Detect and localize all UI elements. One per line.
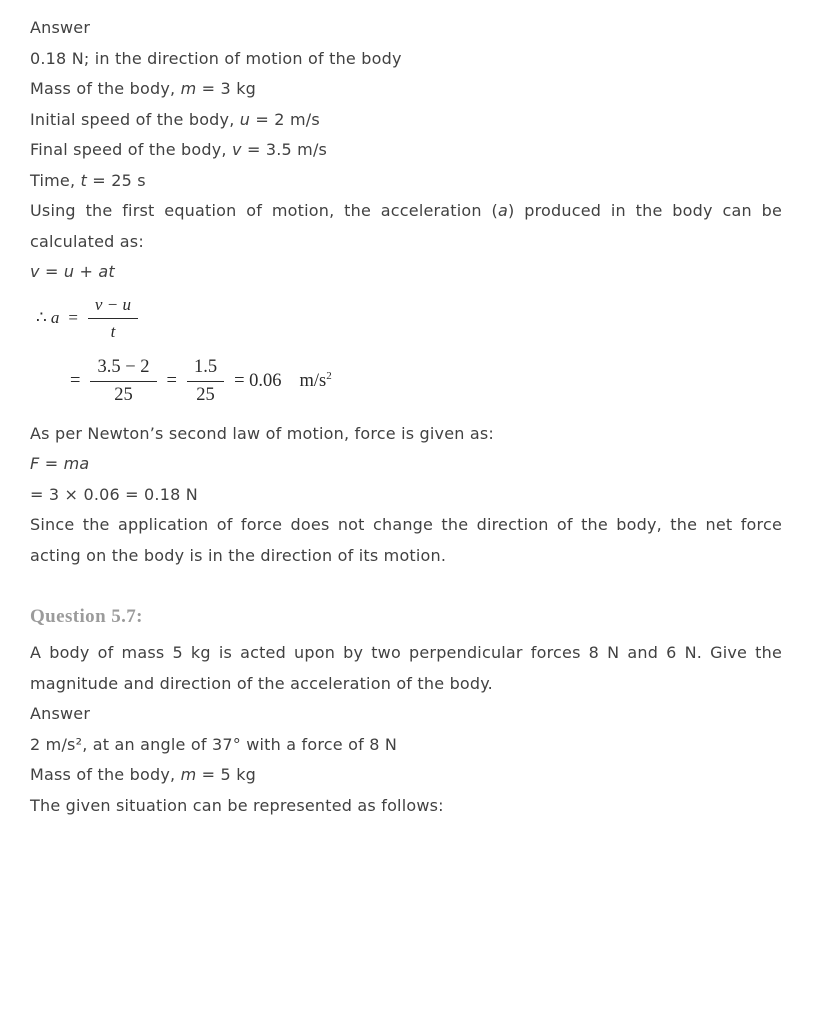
value-fraction-1-denominator: 25	[114, 384, 133, 405]
value-fraction-2	[187, 357, 224, 406]
answer-result-2: 2 m/s², at an angle of 37° with a force of 8 N	[30, 734, 398, 754]
value-fraction-2-denominator: 25	[196, 384, 215, 405]
final-speed-line	[30, 135, 782, 166]
mass-2-text: Mass of the body,	[30, 765, 181, 784]
force-calculation-line: = 3 × 0.06 = 0.18 N	[30, 484, 198, 504]
mass-line	[30, 74, 782, 105]
mass-variable: m	[180, 79, 197, 98]
acceleration-paragraph	[30, 196, 782, 257]
time-value: = 25 s	[87, 170, 146, 190]
formula-equals: =	[68, 308, 78, 327]
unit-base: m/s	[299, 371, 327, 392]
final-speed-variable: v	[231, 140, 242, 159]
fraction-numerator: v − u	[88, 295, 138, 319]
first-equation-line: v = u + at	[30, 262, 115, 281]
acceleration-para-text: Using the first equation of motion, the acceleration (	[30, 201, 498, 220]
conclusion-paragraph: Since the application of force does not change the direction of the body, the net force acting on the body is in the direction of its motion.	[30, 515, 782, 565]
question-text: A body of mass 5 kg is acted upon by two perpendicular forces 8 N and 6 N. Give the magnitude and direction of the acceleration of the body.	[30, 643, 782, 693]
acceleration-variable: a	[498, 201, 509, 220]
acceleration-fraction	[88, 295, 138, 342]
situation-line: The given situation can be represented as follows:	[30, 795, 444, 815]
formula-lhs: a	[50, 308, 60, 327]
unit-exponent: 2	[326, 369, 332, 382]
value-equals-1: =	[70, 370, 81, 391]
question-heading: Question 5.7:	[30, 606, 143, 627]
time-line	[30, 166, 782, 197]
acceleration-para-rest: ) produced in the body can be calculated as:	[30, 201, 782, 251]
value-unit	[300, 370, 332, 392]
time-variable: t	[80, 170, 88, 190]
therefore-symbol: ∴	[36, 308, 47, 327]
fraction-denominator: t	[110, 321, 116, 341]
value-equals-2: =	[166, 370, 177, 391]
value-formula	[66, 357, 782, 406]
acceleration-formula	[36, 295, 782, 342]
answer-label: Answer	[30, 18, 91, 37]
initial-speed-variable: u	[239, 109, 251, 129]
final-speed-text: Final speed of the body,	[30, 140, 232, 159]
final-speed-value: = 3.5 m/s	[241, 140, 328, 159]
value-fraction-1	[90, 357, 156, 406]
mass-text: Mass of the body,	[30, 79, 181, 98]
newton-paragraph: As per Newton’s second law of motion, force is given as:	[30, 423, 495, 443]
value-fraction-2-numerator: 1.5	[187, 357, 224, 382]
initial-speed-text: Initial speed of the body,	[30, 109, 240, 129]
value-fraction-1-numerator: 3.5 − 2	[90, 357, 156, 382]
force-equation-line: F = ma	[30, 454, 90, 473]
initial-speed-line	[30, 105, 782, 136]
mass-value: = 3 kg	[196, 79, 257, 98]
answer-label-2: Answer	[30, 704, 91, 723]
initial-speed-value: = 2 m/s	[250, 109, 320, 129]
answer-result: 0.18 N; in the direction of motion of the body	[30, 48, 402, 68]
value-result: = 0.06	[234, 370, 282, 391]
time-text: Time,	[30, 170, 81, 190]
mass-2-variable: m	[180, 765, 197, 784]
mass-line-2	[30, 760, 782, 791]
mass-2-value: = 5 kg	[196, 765, 257, 784]
